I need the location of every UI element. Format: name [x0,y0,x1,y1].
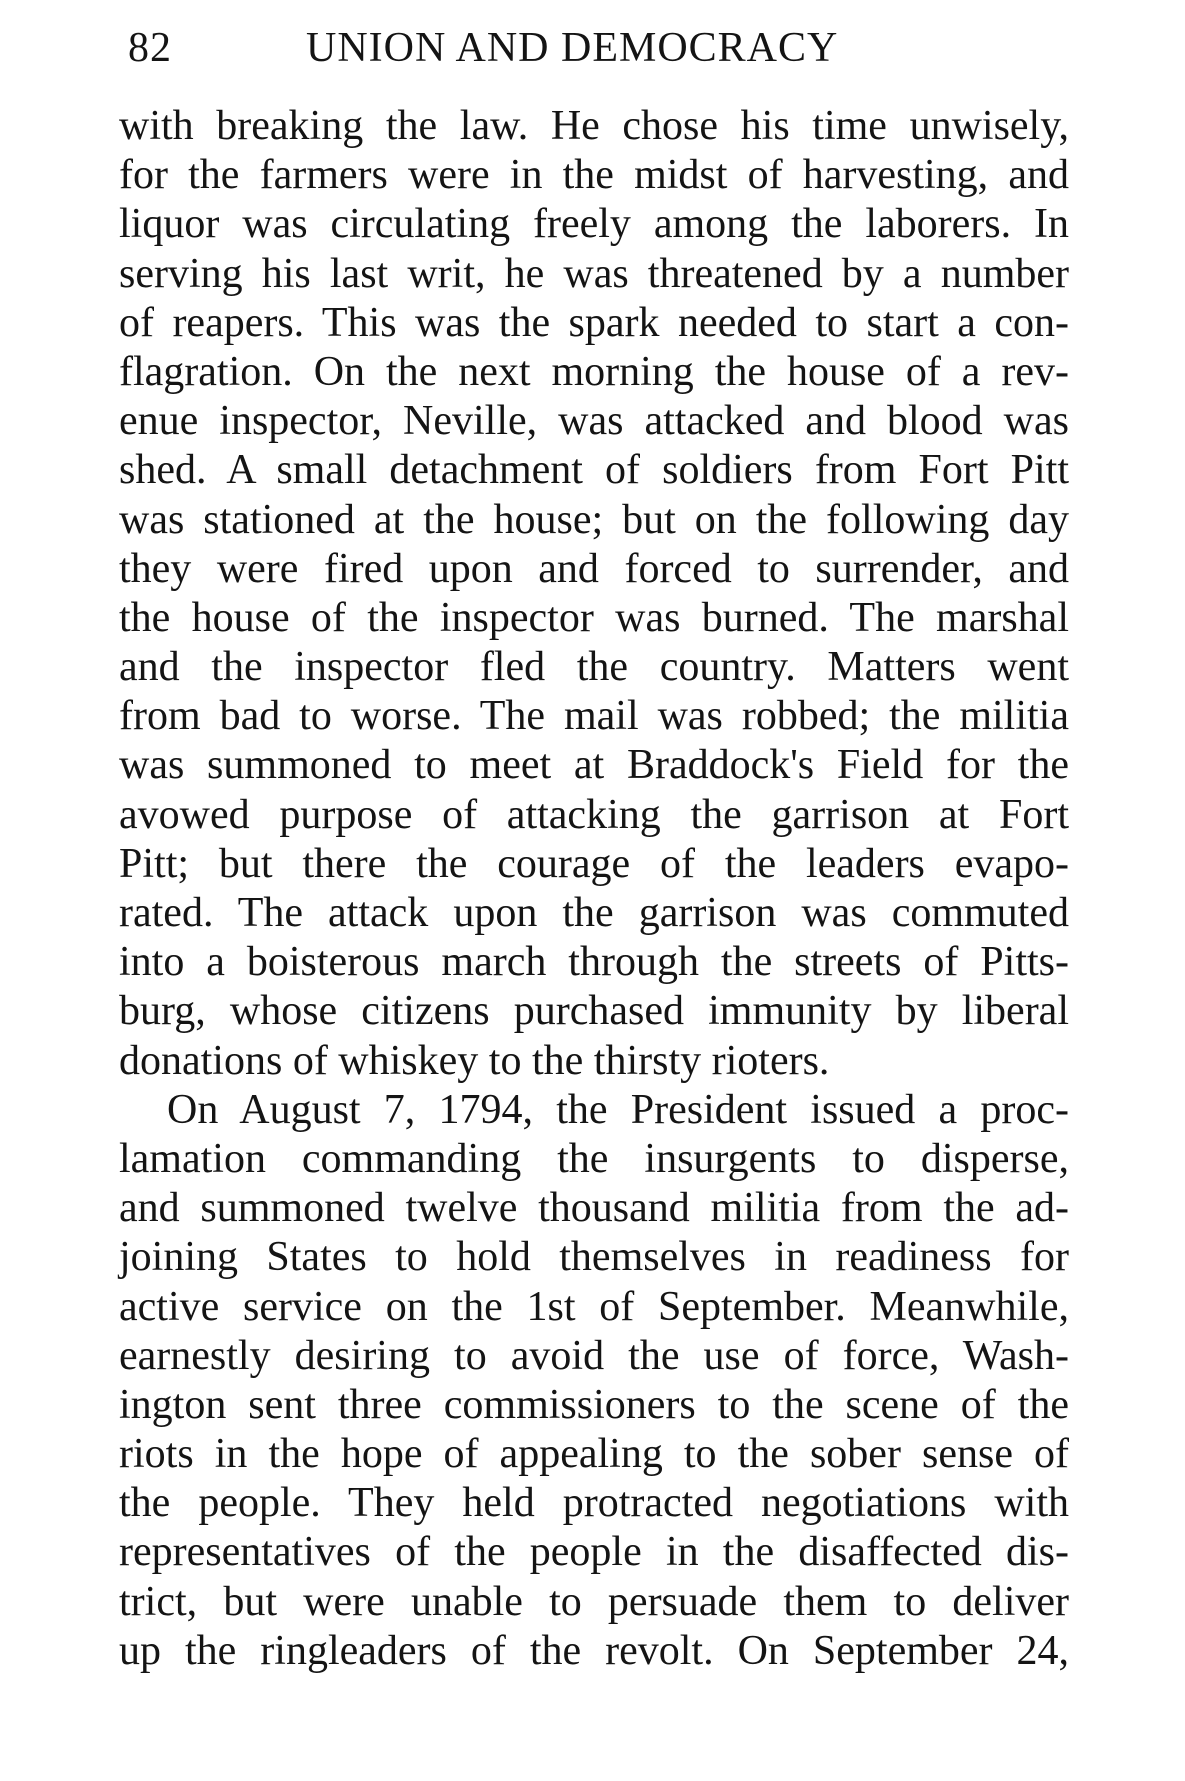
text-line: of reapers. This was the spark needed to start a con- [119,299,1069,346]
running-title: UNION AND DEMOCRACY [306,25,839,71]
text-line: riots in the hope of appealing to the sober sense of [119,1431,1069,1478]
text-line: the house of the inspector was burned. The marshal [119,594,1069,641]
text-line: into a boisterous march through the streets of Pitts- [119,939,1069,986]
text-line: they were fired upon and forced to surrender, and [119,545,1069,592]
text-line: from bad to worse. The mail was robbed; the militia [119,693,1069,740]
running-head [128,18,888,78]
text-line: ington sent three commissioners to the scene of the [119,1381,1069,1428]
text-line: with breaking the law. He chose his time unwisely, [119,103,1069,149]
text-line: enue inspector, Neville, was attacked and blood was [119,398,1069,445]
text-line: joining States to hold themselves in readiness for [119,1234,1069,1281]
text-line: and the inspector fled the country. Matters went [119,644,1069,691]
text-line: serving his last writ, he was threatened by a number [119,250,1069,297]
text-line: was summoned to meet at Braddock's Field for the [119,742,1069,789]
text-line: lamation commanding the insurgents to disperse, [119,1135,1069,1182]
body-text [119,102,1069,1676]
text-line: trict, but were unable to persuade them to deliver [119,1578,1069,1625]
text-line: flagration. On the next morning the house of a rev- [119,348,1069,395]
paragraph-1 [119,102,1069,1086]
text-line: representatives of the people in the disaffected dis- [119,1529,1069,1576]
text-line: rated. The attack upon the garrison was commuted [119,890,1069,936]
page-number: 82 [128,25,172,71]
text-line: and summoned twelve thousand militia from the ad- [119,1185,1069,1232]
text-line: avowed purpose of attacking the garrison at Fort [119,791,1069,838]
text-line: donations of whiskey to the thirsty rioters. [119,1037,830,1084]
text-line: the people. They held protracted negotiations with [119,1480,1069,1527]
text-line: up the ringleaders of the revolt. On September 24, [119,1627,1069,1674]
text-line: Pitt; but there the courage of the leaders evapo- [119,840,1069,887]
text-line: On August 7, 1794, the President issued a proc- [167,1086,1069,1133]
text-line: active service on the 1st of September. Meanwhile, [119,1283,1069,1330]
text-line: for the farmers were in the midst of harvesting, and [119,152,1069,199]
text-line: earnestly desiring to avoid the use of force, Wash- [119,1332,1069,1379]
text-line: liquor was circulating freely among the laborers. In [119,201,1069,248]
text-line: shed. A small detachment of soldiers from Fort Pitt [119,447,1069,494]
paragraph-2 [119,1086,1069,1676]
text-line: was stationed at the house; but on the following day [119,496,1069,543]
text-line: burg, whose citizens purchased immunity by liberal [119,988,1069,1035]
